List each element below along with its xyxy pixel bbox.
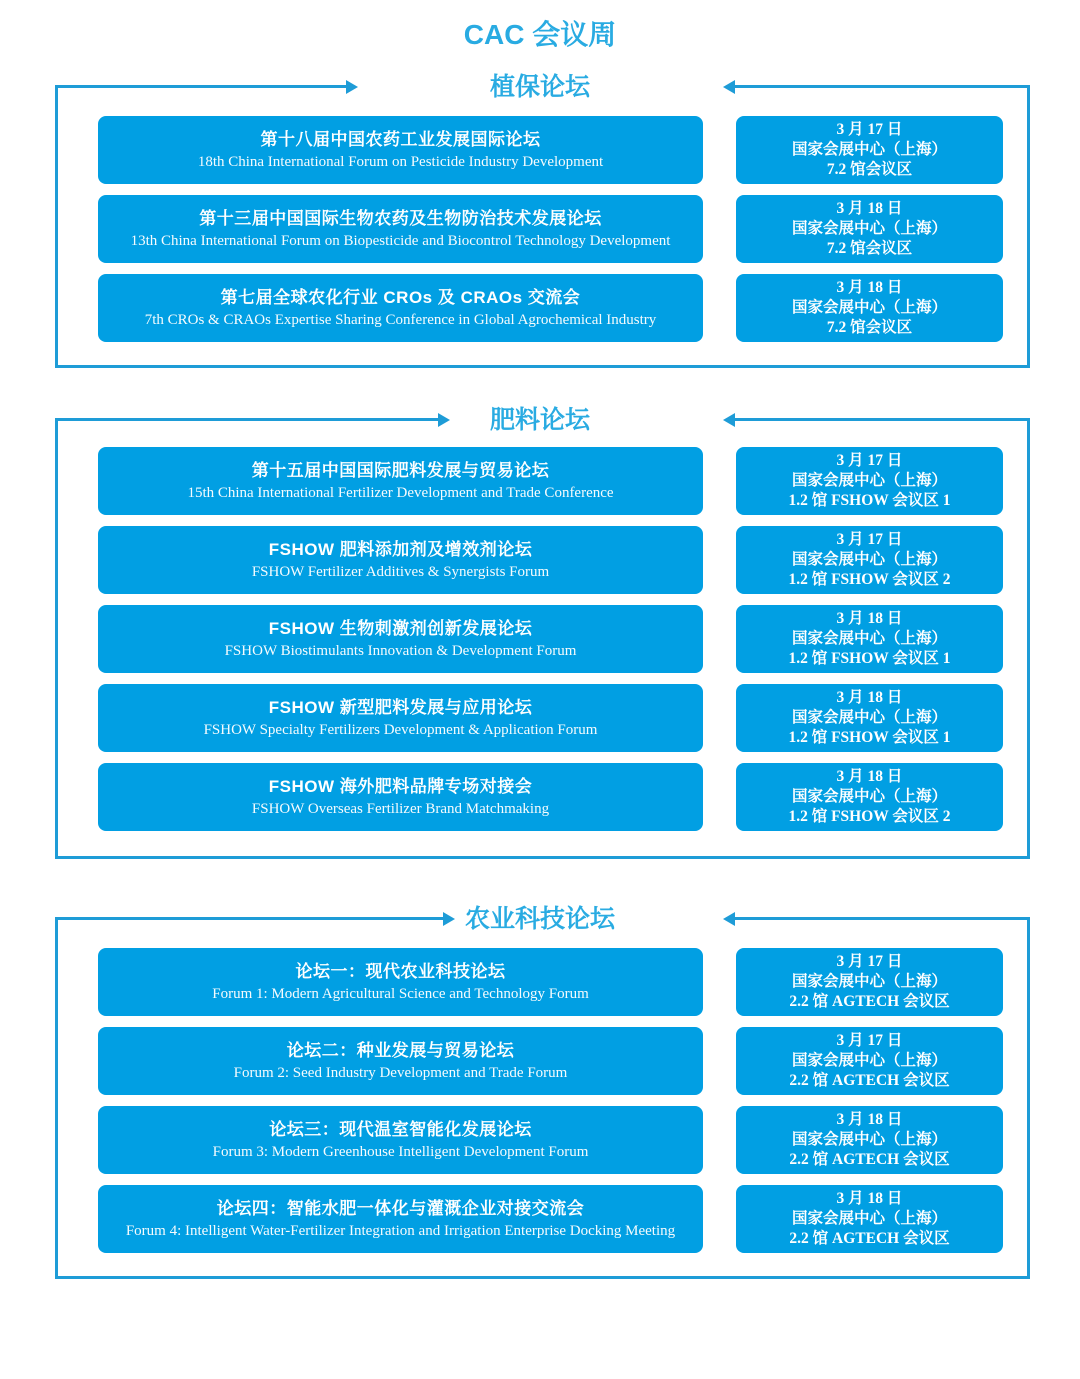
date-text: 3 月 18 日 bbox=[836, 689, 903, 706]
forum-row bbox=[98, 447, 997, 515]
forum-row bbox=[98, 526, 997, 594]
forum-title-en: Forum 3: Modern Greenhouse Intelligent Development Forum bbox=[212, 1144, 589, 1160]
forum-title-zh: 第十五届中国国际肥料发展与贸易论坛 bbox=[251, 461, 550, 480]
forum-box bbox=[98, 526, 703, 594]
section-agtech-forum bbox=[0, 901, 1080, 1279]
date-text: 3 月 17 日 bbox=[836, 953, 903, 970]
hall-text: 7.2 馆会议区 bbox=[826, 240, 913, 257]
venue-box bbox=[736, 526, 1003, 594]
venue-text: 国家会展中心（上海） bbox=[791, 472, 947, 489]
forum-row bbox=[98, 274, 997, 342]
forum-title-zh: 第十八届中国农药工业发展国际论坛 bbox=[260, 130, 541, 149]
forum-title-zh: FSHOW 新型肥料发展与应用论坛 bbox=[268, 698, 533, 717]
venue-text: 国家会展中心（上海） bbox=[791, 973, 947, 990]
hall-text: 7.2 馆会议区 bbox=[826, 161, 913, 178]
section-title: 植保论坛 bbox=[489, 73, 590, 101]
hall-text: 2.2 馆 AGTECH 会议区 bbox=[789, 1230, 950, 1247]
venue-box bbox=[736, 605, 1003, 673]
forum-title-en: FSHOW Fertilizer Additives & Synergists Forum bbox=[251, 564, 550, 580]
forum-rows bbox=[98, 116, 997, 342]
forum-row bbox=[98, 605, 997, 673]
forum-row bbox=[98, 1106, 997, 1174]
forum-title-en: FSHOW Overseas Fertilizer Brand Matchmaking bbox=[251, 801, 550, 817]
forum-row bbox=[98, 116, 997, 184]
section-plant-protection-forum bbox=[0, 69, 1080, 368]
date-text: 3 月 17 日 bbox=[836, 452, 903, 469]
forum-title-en: Forum 4: Intelligent Water-Fertilizer Integration and Irrigation Enterprise Docking Meeting bbox=[125, 1223, 676, 1239]
venue-text: 国家会展中心（上海） bbox=[791, 220, 947, 237]
section-title: 农业科技论坛 bbox=[464, 905, 615, 933]
forum-title-en: FSHOW Specialty Fertilizers Development & Application Forum bbox=[203, 722, 598, 738]
forum-rows bbox=[98, 447, 997, 831]
date-text: 3 月 18 日 bbox=[836, 1190, 903, 1207]
forum-title-zh: FSHOW 海外肥料品牌专场对接会 bbox=[268, 777, 533, 796]
section-frame bbox=[55, 87, 1030, 368]
forum-box bbox=[98, 116, 703, 184]
forum-title-zh: FSHOW 生物刺激剂创新发展论坛 bbox=[268, 619, 533, 638]
forum-box bbox=[98, 274, 703, 342]
forum-box bbox=[98, 1185, 703, 1253]
venue-text: 国家会展中心（上海） bbox=[791, 141, 947, 158]
forum-row bbox=[98, 195, 997, 263]
hall-text: 1.2 馆 FSHOW 会议区 1 bbox=[788, 650, 951, 667]
hall-text: 2.2 馆 AGTECH 会议区 bbox=[789, 993, 950, 1010]
poster bbox=[0, 14, 1080, 1279]
forum-row bbox=[98, 948, 997, 1016]
date-text: 3 月 18 日 bbox=[836, 610, 903, 627]
date-text: 3 月 17 日 bbox=[836, 121, 903, 138]
date-text: 3 月 17 日 bbox=[836, 1032, 903, 1049]
section-fertilizer-forum bbox=[0, 402, 1080, 859]
hall-text: 7.2 馆会议区 bbox=[826, 319, 913, 336]
forum-box bbox=[98, 948, 703, 1016]
forum-box bbox=[98, 1027, 703, 1095]
venue-box bbox=[736, 1106, 1003, 1174]
forum-title-en: Forum 1: Modern Agricultural Science and Technology Forum bbox=[212, 986, 589, 1002]
venue-box bbox=[736, 1185, 1003, 1253]
forum-title-en: 13th China International Forum on Biopesticide and Biocontrol Technology Development bbox=[130, 233, 671, 249]
venue-text: 国家会展中心（上海） bbox=[791, 1052, 947, 1069]
venue-box bbox=[736, 274, 1003, 342]
forum-box bbox=[98, 195, 703, 263]
date-text: 3 月 18 日 bbox=[836, 200, 903, 217]
date-text: 3 月 18 日 bbox=[836, 1111, 903, 1128]
hall-text: 1.2 馆 FSHOW 会议区 1 bbox=[788, 729, 951, 746]
hall-text: 2.2 馆 AGTECH 会议区 bbox=[789, 1151, 950, 1168]
venue-box bbox=[736, 763, 1003, 831]
forum-title-zh: 论坛一：现代农业科技论坛 bbox=[295, 962, 506, 981]
forum-rows bbox=[98, 948, 997, 1253]
forum-row bbox=[98, 1027, 997, 1095]
forum-title-zh: 论坛四：智能水肥一体化与灌溉企业对接交流会 bbox=[216, 1199, 585, 1218]
venue-box bbox=[736, 1027, 1003, 1095]
venue-box bbox=[736, 684, 1003, 752]
venue-text: 国家会展中心（上海） bbox=[791, 1131, 947, 1148]
hall-text: 2.2 馆 AGTECH 会议区 bbox=[789, 1072, 950, 1089]
section-title: 肥料论坛 bbox=[489, 406, 590, 434]
forum-row bbox=[98, 684, 997, 752]
venue-text: 国家会展中心（上海） bbox=[791, 630, 947, 647]
forum-title-en: 18th China International Forum on Pesticide Industry Development bbox=[197, 154, 604, 170]
date-text: 3 月 18 日 bbox=[836, 768, 903, 785]
forum-box bbox=[98, 447, 703, 515]
venue-text: 国家会展中心（上海） bbox=[791, 299, 947, 316]
venue-box bbox=[736, 447, 1003, 515]
forum-title-zh: 第十三届中国国际生物农药及生物防治技术发展论坛 bbox=[199, 209, 602, 228]
forum-title-en: Forum 2: Seed Industry Development and Trade Forum bbox=[233, 1065, 568, 1081]
section-frame bbox=[55, 420, 1030, 859]
forum-row bbox=[98, 1185, 997, 1253]
hall-text: 1.2 馆 FSHOW 会议区 1 bbox=[788, 492, 951, 509]
hall-text: 1.2 馆 FSHOW 会议区 2 bbox=[788, 571, 951, 588]
venue-text: 国家会展中心（上海） bbox=[791, 1210, 947, 1227]
forum-box bbox=[98, 684, 703, 752]
forum-box bbox=[98, 1106, 703, 1174]
venue-text: 国家会展中心（上海） bbox=[791, 709, 947, 726]
date-text: 3 月 18 日 bbox=[836, 279, 903, 296]
section-frame bbox=[55, 919, 1030, 1279]
forum-title-en: 7th CROs & CRAOs Expertise Sharing Conference in Global Agrochemical Industry bbox=[144, 312, 657, 328]
forum-row bbox=[98, 763, 997, 831]
forum-title-zh: 第七届全球农化行业 CROs 及 CRAOs 交流会 bbox=[220, 288, 581, 307]
venue-box bbox=[736, 195, 1003, 263]
date-text: 3 月 17 日 bbox=[836, 531, 903, 548]
venue-text: 国家会展中心（上海） bbox=[791, 551, 947, 568]
forum-title-zh: 论坛三：现代温室智能化发展论坛 bbox=[269, 1120, 532, 1139]
hall-text: 1.2 馆 FSHOW 会议区 2 bbox=[788, 808, 951, 825]
forum-box bbox=[98, 605, 703, 673]
page-title: CAC 会议周 bbox=[463, 19, 617, 50]
forum-title-en: 15th China International Fertilizer Development and Trade Conference bbox=[187, 485, 614, 501]
forum-title-zh: 论坛二：种业发展与贸易论坛 bbox=[286, 1041, 515, 1060]
venue-text: 国家会展中心（上海） bbox=[791, 788, 947, 805]
venue-box bbox=[736, 116, 1003, 184]
forum-box bbox=[98, 763, 703, 831]
venue-box bbox=[736, 948, 1003, 1016]
forum-title-en: FSHOW Biostimulants Innovation & Development Forum bbox=[224, 643, 577, 659]
forum-title-zh: FSHOW 肥料添加剂及增效剂论坛 bbox=[268, 540, 533, 559]
